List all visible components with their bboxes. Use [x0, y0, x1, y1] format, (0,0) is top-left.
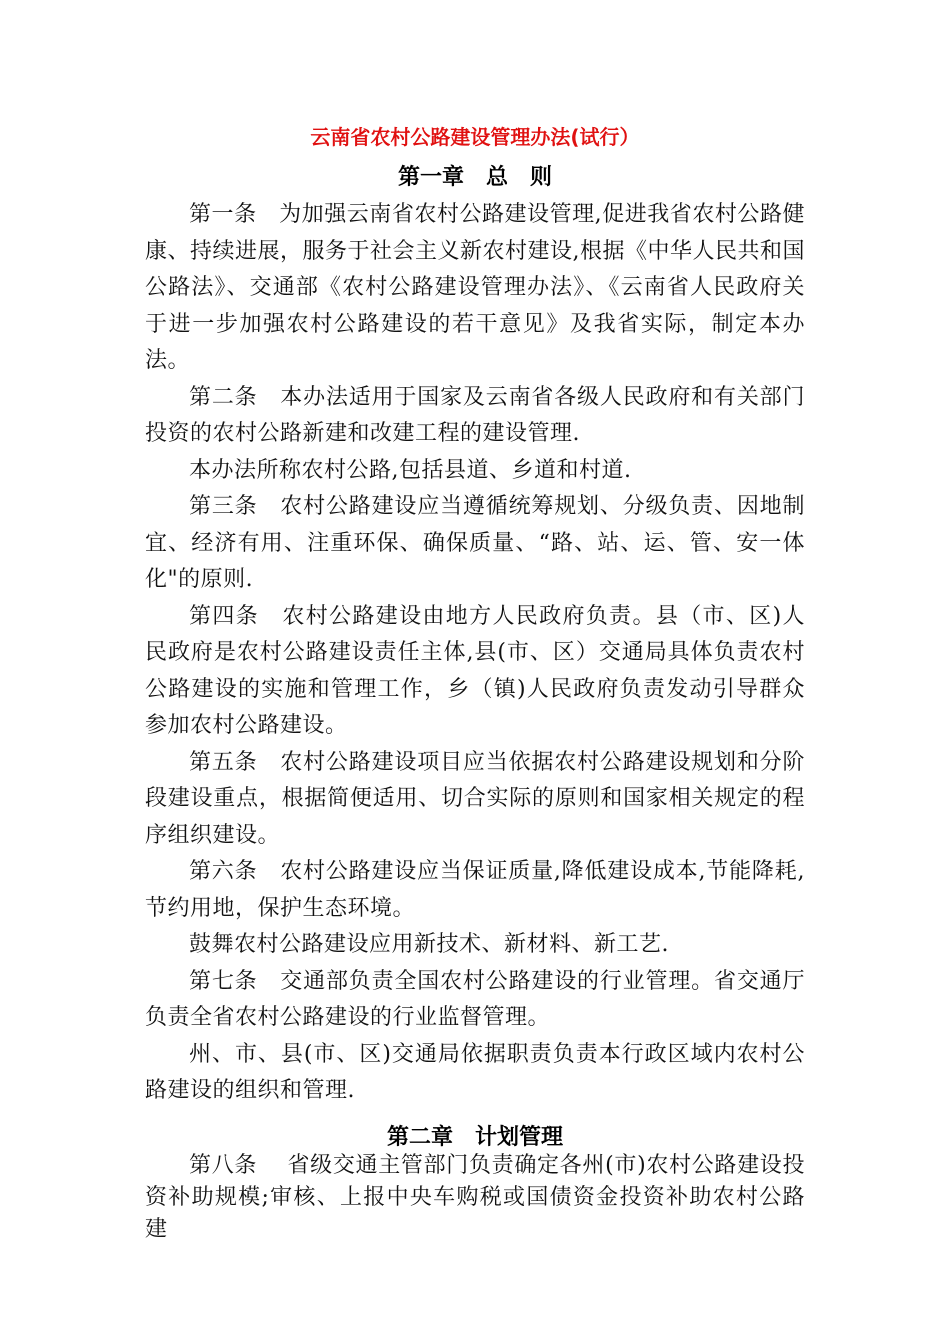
article-7: 第七条 交通部负责全国农村公路建设的行业管理。省交通厅负责全省农村公路建设的行业监督管理。	[145, 968, 805, 1030]
article-1: 第一条 为加强云南省农村公路建设管理,促进我省农村公路健康、持续进展，服务于社会主义新农村建设,根据《中华人民共和国公路法》、交通部《农村公路建设管理办法》、《云南省人民政府关于进一步加强农村公路建设的若干意见》及我省实际，制定本办法。	[145, 202, 805, 373]
article-2-definition: 本办法所称农村公路,包括县道、乡道和村道.	[189, 457, 632, 483]
chapter-2-body	[145, 1150, 805, 1246]
chapter-2-heading: 第二章 计划管理	[386, 1125, 563, 1150]
article-6: 第六条 农村公路建设应当保证质量,降低建设成本,节能降耗,节约用地，保护生态环境。	[145, 859, 805, 921]
article-2: 第二条 本办法适用于国家及云南省各级人民政府和有关部门投资的农村公路新建和改建工程的建设管理.	[145, 384, 805, 446]
article-4: 第四条 农村公路建设由地方人民政府负责。县（市、区)人民政府是农村公路建设责任主体,县(市、区）交通局具体负责农村公路建设的实施和管理工作，乡（镇)人民政府负责发动引导群众参加农村公路建设。	[145, 603, 805, 738]
article-6-encouragement: 鼓舞农村公路建设应用新技术、新材料、新工艺.	[189, 932, 669, 957]
article-3: 第三条 农村公路建设应当遵循统筹规划、分级负责、因地制宜、经济有用、注重环保、确保质量、“路、站、运、管、安一体化"的原则.	[145, 494, 805, 592]
article-8: 第八条 省级交通主管部门负责确定各州(市)农村公路建设投资补助规模;审核、上报中央车购税或国债资金投资补助农村公路建	[145, 1153, 805, 1242]
article-7-local: 州、市、县(市、区)交通局依据职责负责本行政区域内农村公路建设的组织和管理.	[145, 1041, 805, 1103]
chapter-1-heading: 第一章 总 则	[397, 165, 552, 190]
chapter-1-body	[145, 197, 805, 1110]
document-title: 云南省农村公路建设管理办法(试行）	[310, 125, 640, 149]
article-5: 第五条 农村公路建设项目应当依据农村公路建设规划和分阶段建设重点，根据简便适用、切合实际的原则和国家相关规定的程序组织建设。	[145, 749, 805, 848]
